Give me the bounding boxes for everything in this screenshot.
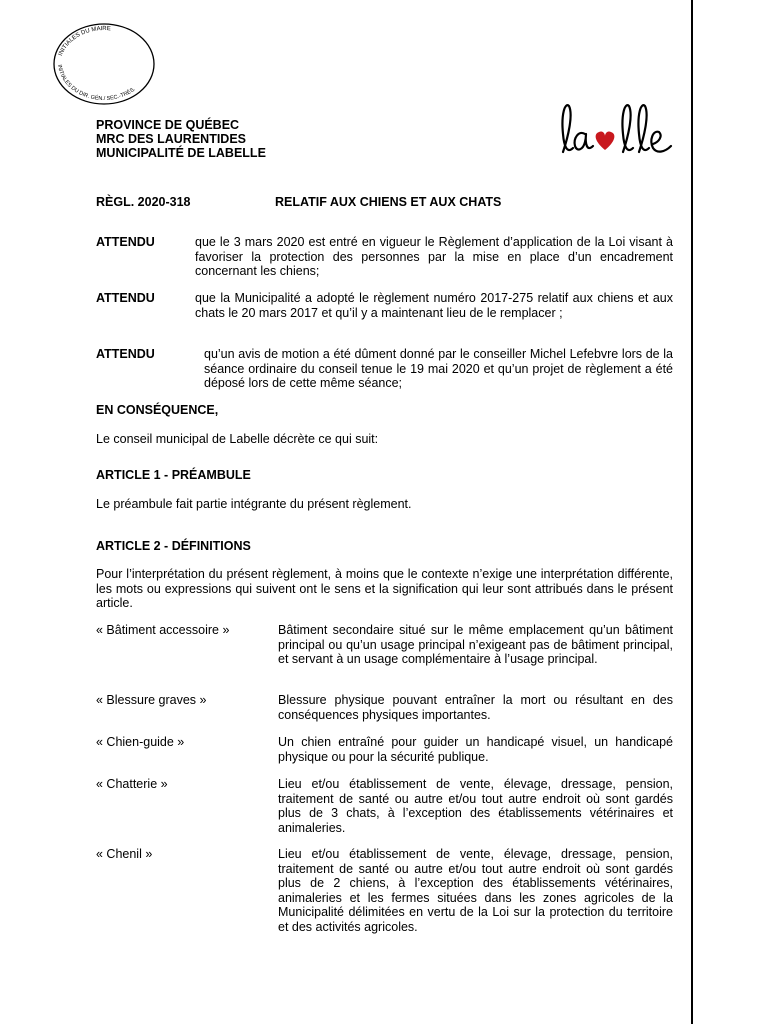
- article2-intro: Pour l’interprétation du présent règlement, à moins que le contexte n’exige une interprétation différente, les mots ou expressions qui suivent ont le sens et la signification qui leur sont attribués dans le présent article.: [96, 567, 673, 610]
- initials-stamp: [50, 22, 158, 106]
- definition-term-chenil: « Chenil »: [96, 847, 153, 861]
- regulation-number: RÈGL. 2020-318: [96, 195, 191, 209]
- article1-heading: ARTICLE 1 - PRÉAMBULE: [96, 468, 251, 482]
- svg-text:INITIALES DU MAIRE: [58, 26, 111, 57]
- stamp-top-text: INITIALES DU MAIRE: [57, 25, 111, 57]
- attendu-text-3: qu’un avis de motion a été dûment donné par le conseiller Michel Lefebvre lors de la séance ordinaire du conseil tenue le 19 mai 2020 et qu’un projet de règlement a été déposé lors de cette même séance;: [204, 347, 673, 390]
- attendu-label-2: ATTENDU: [96, 291, 155, 305]
- attendu-text-1: que le 3 mars 2020 est entré en vigueur le Règlement d’application de la Loi visant à favoriser la protection des personnes par la mise en place d’un encadrement concernant les chiens;: [195, 235, 673, 278]
- labelle-logo: [555, 94, 680, 162]
- definition-text-chien-guide: Un chien entraîné pour guider un handicapé visuel, un handicapé physique ou pour la sécurité publique.: [278, 735, 673, 764]
- definition-text-blessure-graves: Blessure physique pouvant entraîner la mort ou résultant en des conséquences physiques importantes.: [278, 693, 673, 722]
- definition-term-chatterie: « Chatterie »: [96, 777, 168, 791]
- definition-term-chien-guide: « Chien-guide »: [96, 735, 185, 749]
- definition-term-blessure-graves: « Blessure graves »: [96, 693, 207, 707]
- definition-text-batiment-accessoire: Bâtiment secondaire situé sur le même emplacement qu’un bâtiment principal ou qu’un usage principal n’exigeant pas de bâtiment principal, et servant à un usage complémentaire à l’usage principal.: [278, 623, 673, 666]
- attendu-label-3: ATTENDU: [96, 347, 155, 361]
- province-line: PROVINCE DE QUÉBEC: [96, 118, 240, 132]
- definition-text-chenil: Lieu et/ou établissement de vente, élevage, dressage, pension, traitement de santé ou autre et/ou tout autre endroit où sont gardés plus de 2 chiens, à l’exception des établissements vétérinaires, animaleries et les fermes situées dans les zones agricoles de la Municipalité délimitées en vertu de la Loi sur la protection du territoire et des activités agricoles.: [278, 847, 673, 934]
- definition-text-chatterie: Lieu et/ou établissement de vente, élevage, dressage, pension, traitement de santé ou autre et/ou tout autre endroit où sont gardés plus de 3 chats, à l’exception des établissements vétérinaires et animaleries.: [278, 777, 673, 835]
- consequence-text: Le conseil municipal de Labelle décrète ce qui suit:: [96, 432, 379, 446]
- article2-heading: ARTICLE 2 - DÉFINITIONS: [96, 539, 251, 553]
- mrc-line: MRC DES LAURENTIDES: [96, 132, 247, 146]
- consequence-heading: EN CONSÉQUENCE,: [96, 403, 219, 417]
- municipality-line: MUNICIPALITÉ DE LABELLE: [96, 146, 266, 160]
- attendu-text-2: que la Municipalité a adopté le règlement numéro 2017-275 relatif aux chiens et aux chats le 20 mars 2017 et qu’il y a maintenant lieu de le remplacer ;: [195, 291, 673, 320]
- regulation-title: RELATIF AUX CHIENS ET AUX CHATS: [275, 195, 502, 209]
- article1-text: Le préambule fait partie intégrante du présent règlement.: [96, 497, 412, 511]
- page-edge-line: [691, 0, 693, 1024]
- svg-text:INITIALES DU DIR. GÉN./ SEC.-T: [56, 64, 137, 102]
- definition-term-batiment-accessoire: « Bâtiment accessoire »: [96, 623, 230, 637]
- attendu-label-1: ATTENDU: [96, 235, 155, 249]
- stamp-bottom-text: INITIALES DU DIR. GÉN./ SEC.-TRÉS.: [56, 64, 137, 103]
